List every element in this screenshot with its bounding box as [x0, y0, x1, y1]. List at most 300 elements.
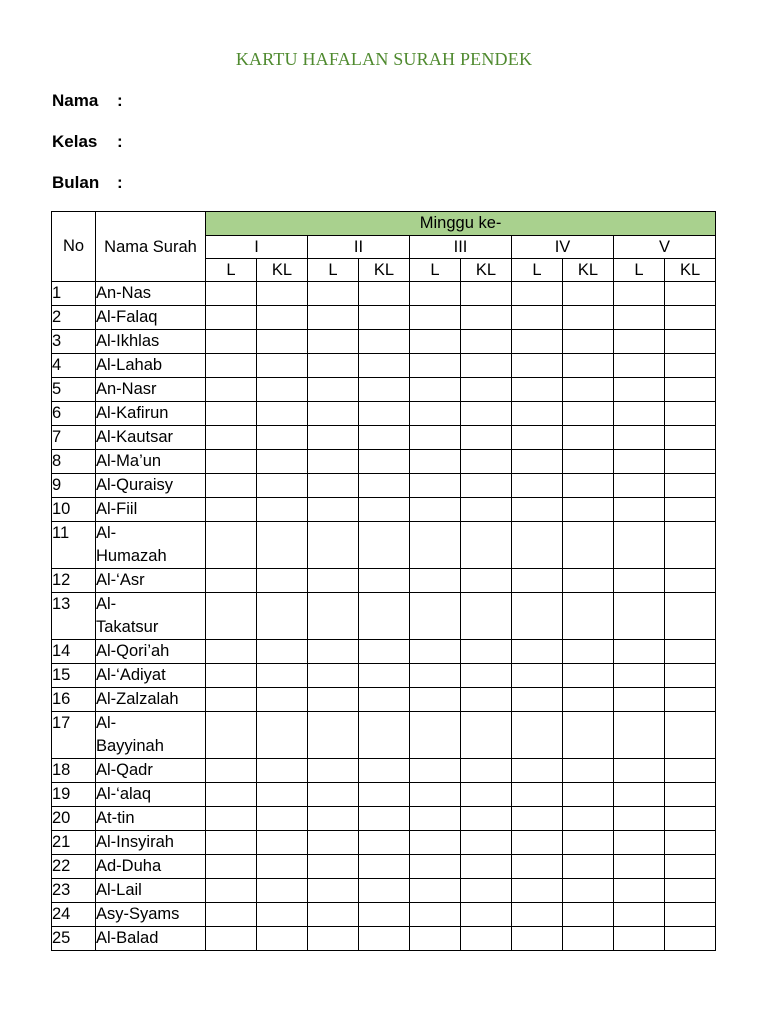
- cell-l[interactable]: [206, 855, 257, 879]
- cell-kl[interactable]: [461, 783, 512, 807]
- field-nama-label: Nama: [52, 91, 99, 110]
- cell-kl[interactable]: [665, 640, 716, 664]
- field-kelas: [52, 132, 123, 152]
- surah-name-line: Al-: [96, 714, 117, 732]
- cell-kl[interactable]: [563, 498, 614, 522]
- cell-kl[interactable]: [563, 474, 614, 498]
- cell-l[interactable]: [512, 664, 563, 688]
- cell-kl[interactable]: [665, 474, 716, 498]
- cell-kl[interactable]: [461, 306, 512, 330]
- cell-kl[interactable]: [461, 879, 512, 903]
- cell-l[interactable]: [614, 402, 665, 426]
- cell-l[interactable]: [512, 282, 563, 306]
- cell-kl[interactable]: [359, 522, 410, 569]
- cell-kl[interactable]: [257, 474, 308, 498]
- cell-l[interactable]: [512, 378, 563, 402]
- cell-kl[interactable]: [563, 593, 614, 640]
- cell-l[interactable]: [308, 593, 359, 640]
- cell-l[interactable]: [206, 450, 257, 474]
- cell-kl[interactable]: [563, 450, 614, 474]
- cell-kl[interactable]: [257, 402, 308, 426]
- cell-l[interactable]: [614, 282, 665, 306]
- week-header: III: [410, 236, 512, 259]
- cell-l[interactable]: [512, 569, 563, 593]
- cell-l[interactable]: [512, 879, 563, 903]
- cell-kl[interactable]: [461, 450, 512, 474]
- cell-l[interactable]: [614, 306, 665, 330]
- cell-l[interactable]: [410, 759, 461, 783]
- cell-l[interactable]: [614, 927, 665, 951]
- cell-l[interactable]: [512, 688, 563, 712]
- cell-kl[interactable]: [461, 378, 512, 402]
- cell-l[interactable]: [206, 330, 257, 354]
- cell-kl[interactable]: [359, 354, 410, 378]
- cell-l[interactable]: [410, 640, 461, 664]
- cell-l[interactable]: [410, 903, 461, 927]
- table-row: [52, 450, 716, 474]
- cell-kl[interactable]: [359, 569, 410, 593]
- cell-l[interactable]: [512, 330, 563, 354]
- cell-kl[interactable]: [665, 522, 716, 569]
- cell-l[interactable]: [512, 712, 563, 759]
- cell-kl[interactable]: [257, 855, 308, 879]
- cell-kl[interactable]: [563, 664, 614, 688]
- cell-kl[interactable]: [359, 378, 410, 402]
- cell-l[interactable]: [206, 378, 257, 402]
- cell-l[interactable]: [206, 522, 257, 569]
- cell-kl[interactable]: [665, 712, 716, 759]
- cell-kl[interactable]: [461, 498, 512, 522]
- cell-kl[interactable]: [665, 688, 716, 712]
- cell-l[interactable]: [410, 282, 461, 306]
- cell-kl[interactable]: [665, 498, 716, 522]
- surah-name: Al-Kafirun: [96, 402, 206, 426]
- cell-kl[interactable]: [665, 569, 716, 593]
- cell-kl[interactable]: [359, 831, 410, 855]
- cell-l[interactable]: [206, 759, 257, 783]
- cell-l[interactable]: [206, 807, 257, 831]
- cell-l[interactable]: [614, 879, 665, 903]
- week-header: IV: [512, 236, 614, 259]
- cell-l[interactable]: [512, 640, 563, 664]
- cell-kl[interactable]: [665, 831, 716, 855]
- cell-l[interactable]: [206, 903, 257, 927]
- cell-l[interactable]: [308, 498, 359, 522]
- surah-name: Al-Insyirah: [96, 831, 206, 855]
- cell-kl[interactable]: [461, 664, 512, 688]
- cell-l[interactable]: [410, 522, 461, 569]
- cell-l[interactable]: [206, 927, 257, 951]
- cell-l[interactable]: [512, 783, 563, 807]
- cell-kl[interactable]: [257, 498, 308, 522]
- cell-kl[interactable]: [257, 688, 308, 712]
- cell-l[interactable]: [308, 879, 359, 903]
- cell-kl[interactable]: [563, 522, 614, 569]
- cell-kl[interactable]: [257, 306, 308, 330]
- cell-kl[interactable]: [257, 879, 308, 903]
- cell-l[interactable]: [614, 378, 665, 402]
- cell-l[interactable]: [512, 831, 563, 855]
- cell-l[interactable]: [614, 903, 665, 927]
- cell-kl[interactable]: [359, 855, 410, 879]
- surah-name-line: Al-: [96, 524, 117, 542]
- cell-kl[interactable]: [563, 879, 614, 903]
- cell-kl[interactable]: [257, 783, 308, 807]
- cell-l[interactable]: [308, 807, 359, 831]
- cell-l[interactable]: [512, 593, 563, 640]
- cell-kl[interactable]: [359, 807, 410, 831]
- cell-kl[interactable]: [461, 569, 512, 593]
- cell-kl[interactable]: [359, 664, 410, 688]
- surah-name-line: Humazah: [96, 547, 167, 565]
- cell-l[interactable]: [614, 522, 665, 569]
- week-header: V: [614, 236, 716, 259]
- cell-l[interactable]: [308, 855, 359, 879]
- cell-kl[interactable]: [665, 306, 716, 330]
- cell-l[interactable]: [410, 306, 461, 330]
- cell-kl[interactable]: [257, 330, 308, 354]
- surah-name: Al-Fiil: [96, 498, 206, 522]
- page-title: KARTU HAFALAN SURAH PENDEK: [235, 49, 533, 69]
- row-number: 11: [52, 522, 96, 569]
- row-number: 1: [52, 282, 96, 306]
- surah-name: Al-Qadr: [96, 759, 206, 783]
- cell-l[interactable]: [206, 831, 257, 855]
- cell-kl[interactable]: [257, 903, 308, 927]
- cell-kl[interactable]: [359, 879, 410, 903]
- cell-kl[interactable]: [665, 450, 716, 474]
- surah-name: Al-‘alaq: [96, 783, 206, 807]
- cell-l[interactable]: [512, 855, 563, 879]
- cell-l[interactable]: [614, 426, 665, 450]
- cell-l[interactable]: [614, 593, 665, 640]
- cell-l[interactable]: [614, 831, 665, 855]
- cell-l[interactable]: [614, 807, 665, 831]
- cell-l[interactable]: [512, 426, 563, 450]
- cell-kl[interactable]: [563, 354, 614, 378]
- cell-l[interactable]: [410, 688, 461, 712]
- cell-l[interactable]: [410, 927, 461, 951]
- cell-kl[interactable]: [257, 593, 308, 640]
- field-nama-colon: :: [117, 91, 123, 110]
- cell-l[interactable]: [206, 712, 257, 759]
- cell-l[interactable]: [614, 474, 665, 498]
- cell-l[interactable]: [308, 640, 359, 664]
- cell-l[interactable]: [614, 664, 665, 688]
- cell-l[interactable]: [308, 282, 359, 306]
- cell-kl[interactable]: [359, 712, 410, 759]
- cell-kl[interactable]: [461, 402, 512, 426]
- cell-l[interactable]: [512, 498, 563, 522]
- cell-l[interactable]: [410, 879, 461, 903]
- row-number: 2: [52, 306, 96, 330]
- cell-l[interactable]: [206, 282, 257, 306]
- cell-l[interactable]: [410, 450, 461, 474]
- cell-l[interactable]: [614, 759, 665, 783]
- cell-kl[interactable]: [563, 807, 614, 831]
- cell-kl[interactable]: [359, 450, 410, 474]
- surah-name-line: Bayyinah: [96, 737, 164, 755]
- row-number: 14: [52, 640, 96, 664]
- cell-kl[interactable]: [563, 783, 614, 807]
- cell-kl[interactable]: [665, 879, 716, 903]
- cell-l[interactable]: [308, 330, 359, 354]
- cell-kl[interactable]: [359, 688, 410, 712]
- field-kelas-colon: :: [117, 132, 123, 151]
- cell-l[interactable]: [206, 474, 257, 498]
- cell-kl[interactable]: [257, 927, 308, 951]
- cell-kl[interactable]: [563, 306, 614, 330]
- cell-kl[interactable]: [359, 330, 410, 354]
- table-row: [52, 879, 716, 903]
- cell-kl[interactable]: [563, 855, 614, 879]
- row-number: 5: [52, 378, 96, 402]
- cell-l[interactable]: [512, 306, 563, 330]
- cell-kl[interactable]: [359, 402, 410, 426]
- cell-l[interactable]: [308, 831, 359, 855]
- cell-kl[interactable]: [665, 855, 716, 879]
- cell-l[interactable]: [308, 903, 359, 927]
- cell-kl[interactable]: [359, 498, 410, 522]
- cell-l[interactable]: [410, 474, 461, 498]
- cell-l[interactable]: [206, 354, 257, 378]
- col-header-no: No: [52, 212, 96, 282]
- table-row: [52, 569, 716, 593]
- cell-l[interactable]: [206, 783, 257, 807]
- cell-l[interactable]: [614, 855, 665, 879]
- cell-l[interactable]: [614, 450, 665, 474]
- cell-kl[interactable]: [563, 903, 614, 927]
- surah-name: [96, 593, 206, 640]
- surah-name: At-tin: [96, 807, 206, 831]
- table-row: [52, 664, 716, 688]
- cell-kl[interactable]: [257, 378, 308, 402]
- cell-l[interactable]: [206, 569, 257, 593]
- cell-l[interactable]: [614, 783, 665, 807]
- cell-kl[interactable]: [461, 759, 512, 783]
- cell-kl[interactable]: [359, 640, 410, 664]
- cell-l[interactable]: [512, 402, 563, 426]
- cell-kl[interactable]: [665, 378, 716, 402]
- cell-l[interactable]: [512, 354, 563, 378]
- cell-l[interactable]: [308, 402, 359, 426]
- cell-l[interactable]: [410, 855, 461, 879]
- cell-kl[interactable]: [257, 664, 308, 688]
- table-row: [52, 831, 716, 855]
- cell-l[interactable]: [512, 903, 563, 927]
- cell-kl[interactable]: [665, 593, 716, 640]
- cell-l[interactable]: [308, 474, 359, 498]
- cell-kl[interactable]: [665, 759, 716, 783]
- cell-l[interactable]: [206, 640, 257, 664]
- cell-kl[interactable]: [461, 330, 512, 354]
- cell-kl[interactable]: [359, 282, 410, 306]
- cell-kl[interactable]: [665, 664, 716, 688]
- cell-kl[interactable]: [461, 593, 512, 640]
- cell-kl[interactable]: [461, 282, 512, 306]
- cell-kl[interactable]: [257, 522, 308, 569]
- cell-kl[interactable]: [257, 831, 308, 855]
- row-number: 16: [52, 688, 96, 712]
- cell-kl[interactable]: [461, 354, 512, 378]
- cell-l[interactable]: [512, 522, 563, 569]
- cell-kl[interactable]: [461, 831, 512, 855]
- cell-kl[interactable]: [665, 426, 716, 450]
- cell-l[interactable]: [410, 783, 461, 807]
- cell-l[interactable]: [206, 306, 257, 330]
- cell-l[interactable]: [308, 783, 359, 807]
- cell-l[interactable]: [614, 688, 665, 712]
- cell-kl[interactable]: [461, 522, 512, 569]
- cell-kl[interactable]: [359, 903, 410, 927]
- cell-kl[interactable]: [461, 903, 512, 927]
- cell-l[interactable]: [614, 712, 665, 759]
- cell-l[interactable]: [512, 450, 563, 474]
- cell-kl[interactable]: [257, 569, 308, 593]
- cell-l[interactable]: [614, 498, 665, 522]
- cell-kl[interactable]: [461, 640, 512, 664]
- cell-l[interactable]: [512, 474, 563, 498]
- cell-l[interactable]: [206, 879, 257, 903]
- cell-kl[interactable]: [257, 759, 308, 783]
- cell-kl[interactable]: [461, 688, 512, 712]
- cell-l[interactable]: [206, 402, 257, 426]
- cell-l[interactable]: [308, 522, 359, 569]
- cell-l[interactable]: [206, 426, 257, 450]
- cell-l[interactable]: [410, 569, 461, 593]
- cell-l[interactable]: [410, 354, 461, 378]
- cell-l[interactable]: [308, 927, 359, 951]
- cell-l[interactable]: [410, 330, 461, 354]
- cell-l[interactable]: [410, 498, 461, 522]
- cell-kl[interactable]: [461, 807, 512, 831]
- surah-name: An-Nas: [96, 282, 206, 306]
- cell-l[interactable]: [512, 807, 563, 831]
- cell-kl[interactable]: [461, 855, 512, 879]
- cell-kl[interactable]: [257, 712, 308, 759]
- cell-kl[interactable]: [563, 688, 614, 712]
- cell-kl[interactable]: [563, 831, 614, 855]
- field-bulan-label: Bulan: [52, 173, 100, 192]
- cell-l[interactable]: [206, 593, 257, 640]
- cell-l[interactable]: [614, 354, 665, 378]
- cell-kl[interactable]: [665, 354, 716, 378]
- row-number: 19: [52, 783, 96, 807]
- cell-l[interactable]: [410, 402, 461, 426]
- cell-kl[interactable]: [359, 783, 410, 807]
- cell-kl[interactable]: [461, 426, 512, 450]
- cell-kl[interactable]: [257, 426, 308, 450]
- cell-kl[interactable]: [665, 330, 716, 354]
- cell-l[interactable]: [308, 688, 359, 712]
- cell-kl[interactable]: [359, 426, 410, 450]
- cell-l[interactable]: [410, 378, 461, 402]
- cell-l[interactable]: [410, 712, 461, 759]
- cell-l[interactable]: [308, 426, 359, 450]
- cell-kl[interactable]: [359, 927, 410, 951]
- cell-l[interactable]: [614, 569, 665, 593]
- cell-kl[interactable]: [359, 759, 410, 783]
- cell-l[interactable]: [308, 306, 359, 330]
- surah-name: Al-Zalzalah: [96, 688, 206, 712]
- sub-header-kl: KL: [359, 259, 410, 282]
- cell-l[interactable]: [206, 688, 257, 712]
- cell-l[interactable]: [308, 664, 359, 688]
- row-number: 20: [52, 807, 96, 831]
- cell-kl[interactable]: [665, 927, 716, 951]
- cell-l[interactable]: [308, 378, 359, 402]
- surah-name: Ad-Duha: [96, 855, 206, 879]
- row-number: 13: [52, 593, 96, 640]
- cell-kl[interactable]: [563, 569, 614, 593]
- cell-l[interactable]: [308, 569, 359, 593]
- cell-kl[interactable]: [563, 927, 614, 951]
- cell-kl[interactable]: [461, 927, 512, 951]
- table-row: [52, 426, 716, 450]
- cell-kl[interactable]: [563, 712, 614, 759]
- cell-kl[interactable]: [563, 282, 614, 306]
- cell-l[interactable]: [308, 712, 359, 759]
- cell-l[interactable]: [308, 450, 359, 474]
- cell-l[interactable]: [512, 927, 563, 951]
- cell-kl[interactable]: [665, 807, 716, 831]
- cell-kl[interactable]: [359, 593, 410, 640]
- row-number: 18: [52, 759, 96, 783]
- table-row: [52, 474, 716, 498]
- cell-kl[interactable]: [257, 807, 308, 831]
- table-row: [52, 927, 716, 951]
- cell-l[interactable]: [614, 330, 665, 354]
- table-row: [52, 640, 716, 664]
- cell-kl[interactable]: [563, 759, 614, 783]
- cell-l[interactable]: [614, 640, 665, 664]
- cell-kl[interactable]: [563, 330, 614, 354]
- cell-kl[interactable]: [257, 282, 308, 306]
- cell-kl[interactable]: [563, 378, 614, 402]
- cell-kl[interactable]: [257, 640, 308, 664]
- cell-l[interactable]: [308, 354, 359, 378]
- cell-kl[interactable]: [257, 354, 308, 378]
- cell-l[interactable]: [410, 664, 461, 688]
- cell-l[interactable]: [206, 498, 257, 522]
- cell-kl[interactable]: [257, 450, 308, 474]
- cell-l[interactable]: [410, 426, 461, 450]
- cell-kl[interactable]: [665, 783, 716, 807]
- cell-kl[interactable]: [665, 903, 716, 927]
- surah-name: Al-Qori’ah: [96, 640, 206, 664]
- cell-kl[interactable]: [359, 474, 410, 498]
- cell-l[interactable]: [410, 593, 461, 640]
- cell-l[interactable]: [410, 831, 461, 855]
- cell-kl[interactable]: [461, 712, 512, 759]
- cell-l[interactable]: [308, 759, 359, 783]
- table-row: [52, 783, 716, 807]
- cell-kl[interactable]: [563, 402, 614, 426]
- row-number: 21: [52, 831, 96, 855]
- cell-kl[interactable]: [461, 474, 512, 498]
- sub-header-kl: KL: [665, 259, 716, 282]
- cell-l[interactable]: [512, 759, 563, 783]
- cell-kl[interactable]: [665, 402, 716, 426]
- row-number: 10: [52, 498, 96, 522]
- cell-l[interactable]: [410, 807, 461, 831]
- cell-kl[interactable]: [665, 282, 716, 306]
- cell-l[interactable]: [206, 664, 257, 688]
- cell-kl[interactable]: [563, 640, 614, 664]
- surah-name: Al-Lail: [96, 879, 206, 903]
- cell-kl[interactable]: [359, 306, 410, 330]
- cell-kl[interactable]: [563, 426, 614, 450]
